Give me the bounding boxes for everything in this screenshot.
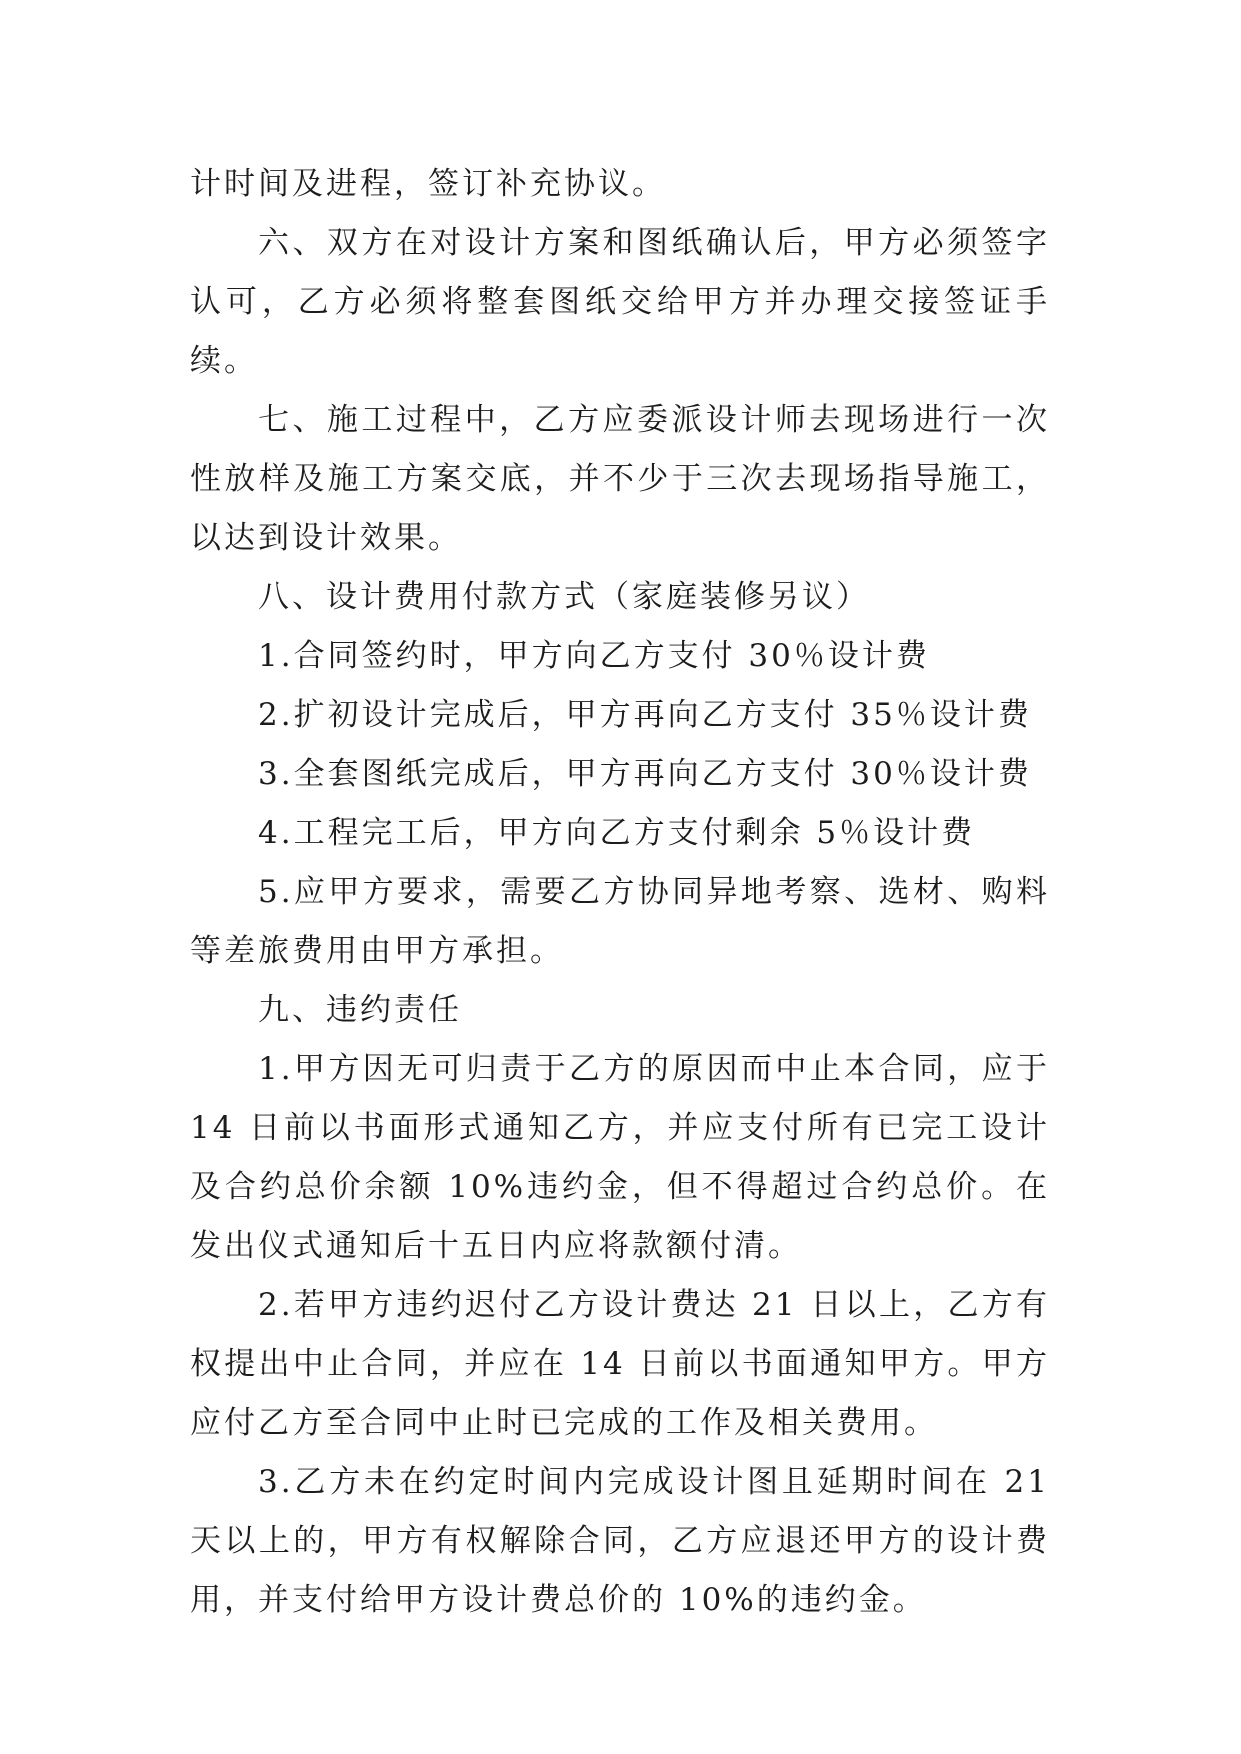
clause-8-heading: 八、设计费用付款方式（家庭装修另议）: [258, 579, 870, 615]
clause-8-item-1: 1.合同签约时，甲方向乙方支付 30％设计费: [258, 638, 930, 674]
document-body: [190, 155, 1050, 1630]
clause-9-heading: 九、违约责任: [258, 992, 462, 1028]
clause-8-item-3: 3.全套图纸完成后，甲方再向乙方支付 30％设计费: [258, 756, 1032, 792]
clause-9-item-1: 1.甲方因无可归责于乙方的原因而中止本合同，应于 14 日前以书面形式通知乙方，并应支付所有已完工设计及合约总价余额 10%违约金，但不得超过合约总价。在发出仪式通知后十五日内应将款额付清。: [190, 1051, 1050, 1264]
clause-6: 六、双方在对设计方案和图纸确认后，甲方必须签字认可，乙方必须将整套图纸交给甲方并办理交接签证手续。: [190, 225, 1050, 379]
clause-9-item-2: 2.若甲方违约迟付乙方设计费达 21 日以上，乙方有权提出中止合同，并应在 14 日前以书面通知甲方。甲方应付乙方至合同中止时已完成的工作及相关费用。: [190, 1287, 1050, 1441]
clause-8-item-2: 2.扩初设计完成后，甲方再向乙方支付 35％设计费: [258, 697, 1032, 733]
clause-7: 七、施工过程中，乙方应委派设计师去现场进行一次性放样及施工方案交底，并不少于三次去现场指导施工，以达到设计效果。: [190, 402, 1050, 556]
paragraph-continuation: 计时间及进程，签订补充协议。: [190, 166, 666, 202]
clause-8-item-5: 5.应甲方要求，需要乙方协同异地考察、选材、购料等差旅费用由甲方承担。: [190, 874, 1050, 969]
clause-8-item-4: 4.工程完工后，甲方向乙方支付剩余 5％设计费: [258, 815, 976, 851]
clause-9-item-3: 3.乙方未在约定时间内完成设计图且延期时间在 21 天以上的，甲方有权解除合同，乙方应退还甲方的设计费用，并支付给甲方设计费总价的 10%的违约金。: [190, 1464, 1050, 1618]
